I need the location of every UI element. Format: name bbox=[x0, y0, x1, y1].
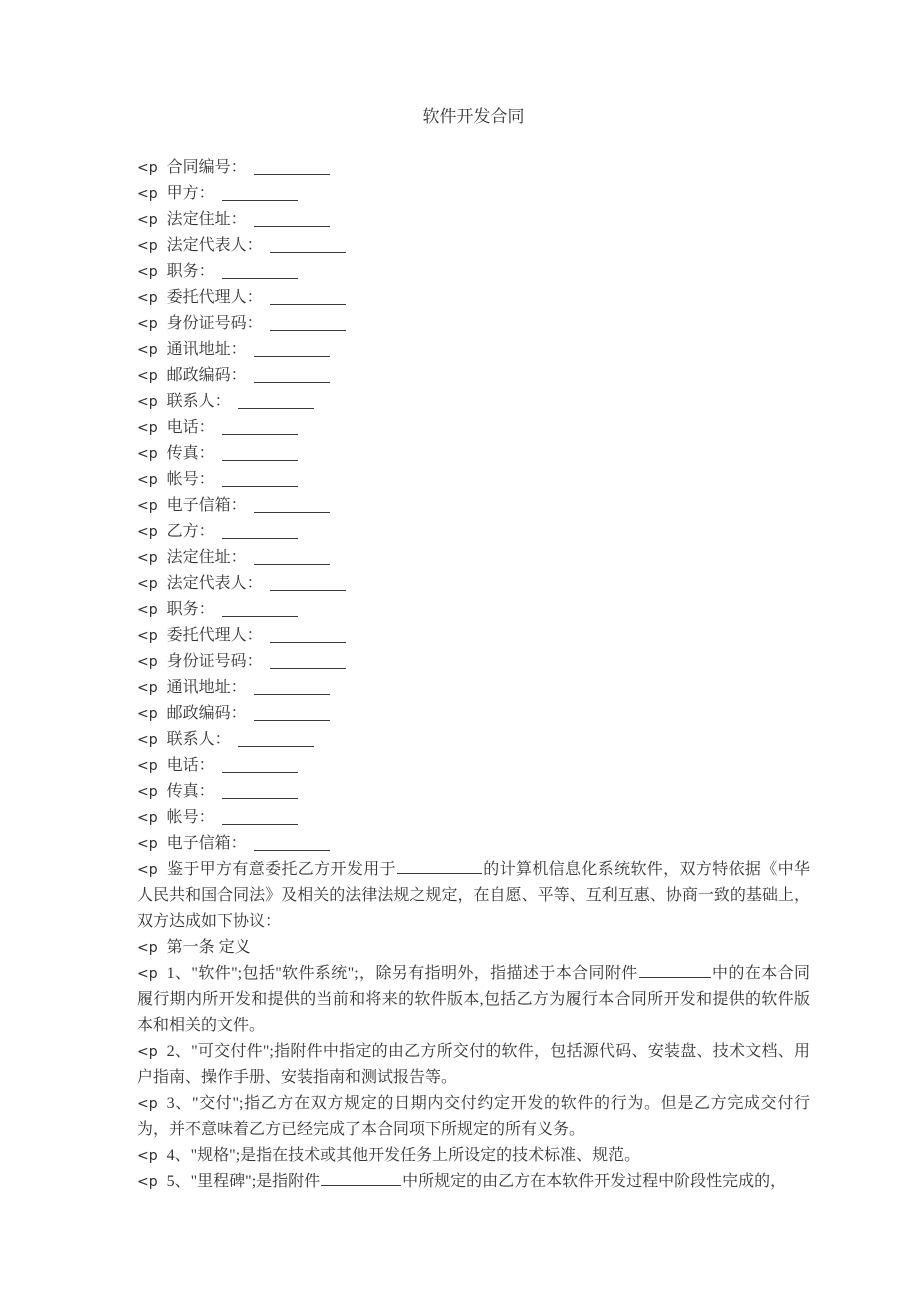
field-label: 身份证号码： bbox=[166, 653, 263, 670]
blank-underline bbox=[254, 213, 330, 227]
field-label: 合同编号： bbox=[166, 159, 247, 176]
contract-field-row bbox=[137, 753, 810, 779]
contract-field-row bbox=[137, 649, 810, 675]
field-label: 帐号： bbox=[166, 809, 215, 826]
field-label: 帐号： bbox=[166, 471, 215, 488]
blank-underline bbox=[254, 369, 330, 383]
blank-underline bbox=[238, 395, 314, 409]
p-tag-prefix: <p bbox=[137, 160, 158, 176]
paragraph-text: 鉴于甲方有意委托乙方开发用于 bbox=[166, 861, 396, 878]
blank-underline bbox=[222, 473, 298, 487]
field-label: 邮政编码： bbox=[166, 705, 247, 722]
definition-3-delivery bbox=[137, 1091, 810, 1143]
contract-field-row bbox=[137, 337, 810, 363]
blank-underline bbox=[397, 860, 482, 874]
field-label: 传真： bbox=[166, 445, 215, 462]
p-tag-prefix: <p bbox=[137, 212, 158, 228]
contract-field-row bbox=[137, 467, 810, 493]
contract-field-row bbox=[137, 389, 810, 415]
field-label: 电子信箱： bbox=[166, 497, 247, 514]
p-tag-prefix: <p bbox=[137, 940, 158, 956]
blank-underline bbox=[270, 629, 346, 643]
p-tag-prefix: <p bbox=[137, 186, 158, 202]
blank-underline bbox=[321, 1172, 401, 1186]
paragraph-text: 1、"软件";包括"软件系统";，除另有指明外，指描述于本合同附件 bbox=[166, 965, 638, 982]
field-label: 甲方： bbox=[166, 185, 215, 202]
contract-field-row bbox=[137, 207, 810, 233]
contract-field-row bbox=[137, 415, 810, 441]
field-label: 通讯地址： bbox=[166, 341, 247, 358]
paragraph-list bbox=[137, 857, 810, 1195]
p-tag-prefix: <p bbox=[137, 576, 158, 592]
contract-field-row bbox=[137, 597, 810, 623]
blank-underline bbox=[238, 733, 314, 747]
field-label: 邮政编码： bbox=[166, 367, 247, 384]
contract-field-row bbox=[137, 311, 810, 337]
blank-underline bbox=[222, 265, 298, 279]
paragraph-text: 中的在本合同履行期内所开发和提供的当前和将来的软件版本,包括乙方为履行本合同所开发和提供的软件版本和相关的文件。 bbox=[137, 965, 810, 1034]
field-label: 法定代表人： bbox=[166, 237, 263, 254]
p-tag-prefix: <p bbox=[137, 524, 158, 540]
contract-field-row bbox=[137, 701, 810, 727]
contract-field-row bbox=[137, 441, 810, 467]
contract-field-row bbox=[137, 727, 810, 753]
blank-underline bbox=[270, 577, 346, 591]
p-tag-prefix: <p bbox=[137, 784, 158, 800]
blank-underline bbox=[222, 525, 298, 539]
blank-underline bbox=[254, 499, 330, 513]
p-tag-prefix: <p bbox=[137, 446, 158, 462]
field-list bbox=[137, 155, 810, 857]
field-label: 法定住址： bbox=[166, 211, 247, 228]
blank-underline bbox=[254, 681, 330, 695]
contract-field-row bbox=[137, 519, 810, 545]
p-tag-prefix: <p bbox=[137, 342, 158, 358]
p-tag-prefix: <p bbox=[137, 862, 158, 878]
contract-field-row bbox=[137, 233, 810, 259]
blank-underline bbox=[254, 551, 330, 565]
paragraph-text: 第一条 定义 bbox=[166, 939, 251, 956]
blank-underline bbox=[639, 964, 711, 978]
blank-underline bbox=[222, 811, 298, 825]
field-label: 电子信箱： bbox=[166, 835, 247, 852]
p-tag-prefix: <p bbox=[137, 394, 158, 410]
blank-underline bbox=[222, 421, 298, 435]
field-label: 通讯地址： bbox=[166, 679, 247, 696]
blank-underline bbox=[254, 707, 330, 721]
p-tag-prefix: <p bbox=[137, 1044, 158, 1060]
field-label: 委托代理人： bbox=[166, 289, 263, 306]
blank-underline bbox=[222, 785, 298, 799]
p-tag-prefix: <p bbox=[137, 1096, 158, 1112]
contract-field-row bbox=[137, 779, 810, 805]
p-tag-prefix: <p bbox=[137, 316, 158, 332]
paragraph-text: 中所规定的由乙方在本软件开发过程中阶段性完成的， bbox=[402, 1173, 787, 1190]
p-tag-prefix: <p bbox=[137, 706, 158, 722]
field-label: 联系人： bbox=[166, 393, 231, 410]
contract-field-row bbox=[137, 285, 810, 311]
definition-1-software bbox=[137, 961, 810, 1039]
p-tag-prefix: <p bbox=[137, 680, 158, 696]
field-label: 传真： bbox=[166, 783, 215, 800]
field-label: 身份证号码： bbox=[166, 315, 263, 332]
definition-2-deliverables bbox=[137, 1039, 810, 1091]
blank-underline bbox=[222, 603, 298, 617]
p-tag-prefix: <p bbox=[137, 1148, 158, 1164]
p-tag-prefix: <p bbox=[137, 732, 158, 748]
p-tag-prefix: <p bbox=[137, 498, 158, 514]
contract-field-row bbox=[137, 545, 810, 571]
p-tag-prefix: <p bbox=[137, 758, 158, 774]
field-label: 电话： bbox=[166, 757, 215, 774]
paragraph-text: 5、"里程碑";是指附件 bbox=[166, 1173, 321, 1190]
blank-underline bbox=[270, 317, 346, 331]
paragraph-text: 3、"交付";指乙方在双方规定的日期内交付约定开发的软件的行为。但是乙方完成交付行为，并不意味着乙方已经完成了本合同项下所规定的所有义务。 bbox=[137, 1095, 810, 1138]
article-1-heading bbox=[137, 935, 810, 961]
contract-field-row bbox=[137, 571, 810, 597]
p-tag-prefix: <p bbox=[137, 810, 158, 826]
blank-underline bbox=[254, 343, 330, 357]
contract-field-row bbox=[137, 363, 810, 389]
contract-field-row bbox=[137, 805, 810, 831]
contract-field-row bbox=[137, 831, 810, 857]
contract-field-row bbox=[137, 181, 810, 207]
blank-underline bbox=[254, 161, 330, 175]
p-tag-prefix: <p bbox=[137, 472, 158, 488]
p-tag-prefix: <p bbox=[137, 628, 158, 644]
p-tag-prefix: <p bbox=[137, 368, 158, 384]
blank-underline bbox=[222, 759, 298, 773]
paragraph-text: 2、"可交付件";指附件中指定的由乙方所交付的软件，包括源代码、安装盘、技术文档、用户指南、操作手册、安装指南和测试报告等。 bbox=[137, 1043, 810, 1086]
contract-field-row bbox=[137, 675, 810, 701]
paragraph-text: 的计算机信息化系统软件，双方特依据《中华人民共和国合同法》及相关的法律法规之规定，在自愿、平等、互利互惠、协商一致的基础上，双方达成如下协议： bbox=[137, 861, 810, 930]
blank-underline bbox=[222, 187, 298, 201]
p-tag-prefix: <p bbox=[137, 238, 158, 254]
definition-5-milestone bbox=[137, 1169, 810, 1195]
definition-4-specification bbox=[137, 1143, 810, 1169]
field-label: 乙方： bbox=[166, 523, 215, 540]
p-tag-prefix: <p bbox=[137, 264, 158, 280]
field-label: 法定代表人： bbox=[166, 575, 263, 592]
p-tag-prefix: <p bbox=[137, 1174, 158, 1190]
field-label: 电话： bbox=[166, 419, 215, 436]
p-tag-prefix: <p bbox=[137, 602, 158, 618]
contract-field-row bbox=[137, 493, 810, 519]
p-tag-prefix: <p bbox=[137, 550, 158, 566]
preamble bbox=[137, 857, 810, 935]
p-tag-prefix: <p bbox=[137, 654, 158, 670]
p-tag-prefix: <p bbox=[137, 420, 158, 436]
field-label: 法定住址： bbox=[166, 549, 247, 566]
paragraph-text: 4、"规格";是指在技术或其他开发任务上所设定的技术标准、规范。 bbox=[166, 1147, 641, 1164]
p-tag-prefix: <p bbox=[137, 966, 158, 982]
field-label: 职务： bbox=[166, 601, 215, 618]
blank-underline bbox=[270, 655, 346, 669]
blank-underline bbox=[222, 447, 298, 461]
field-label: 联系人： bbox=[166, 731, 231, 748]
blank-underline bbox=[254, 837, 330, 851]
p-tag-prefix: <p bbox=[137, 290, 158, 306]
contract-field-row bbox=[137, 155, 810, 181]
field-label: 委托代理人： bbox=[166, 627, 263, 644]
field-label: 职务： bbox=[166, 263, 215, 280]
blank-underline bbox=[270, 291, 346, 305]
contract-field-row bbox=[137, 259, 810, 285]
contract-field-row bbox=[137, 623, 810, 649]
blank-underline bbox=[270, 239, 346, 253]
p-tag-prefix: <p bbox=[137, 836, 158, 852]
document-title: 软件开发合同 bbox=[422, 107, 525, 126]
